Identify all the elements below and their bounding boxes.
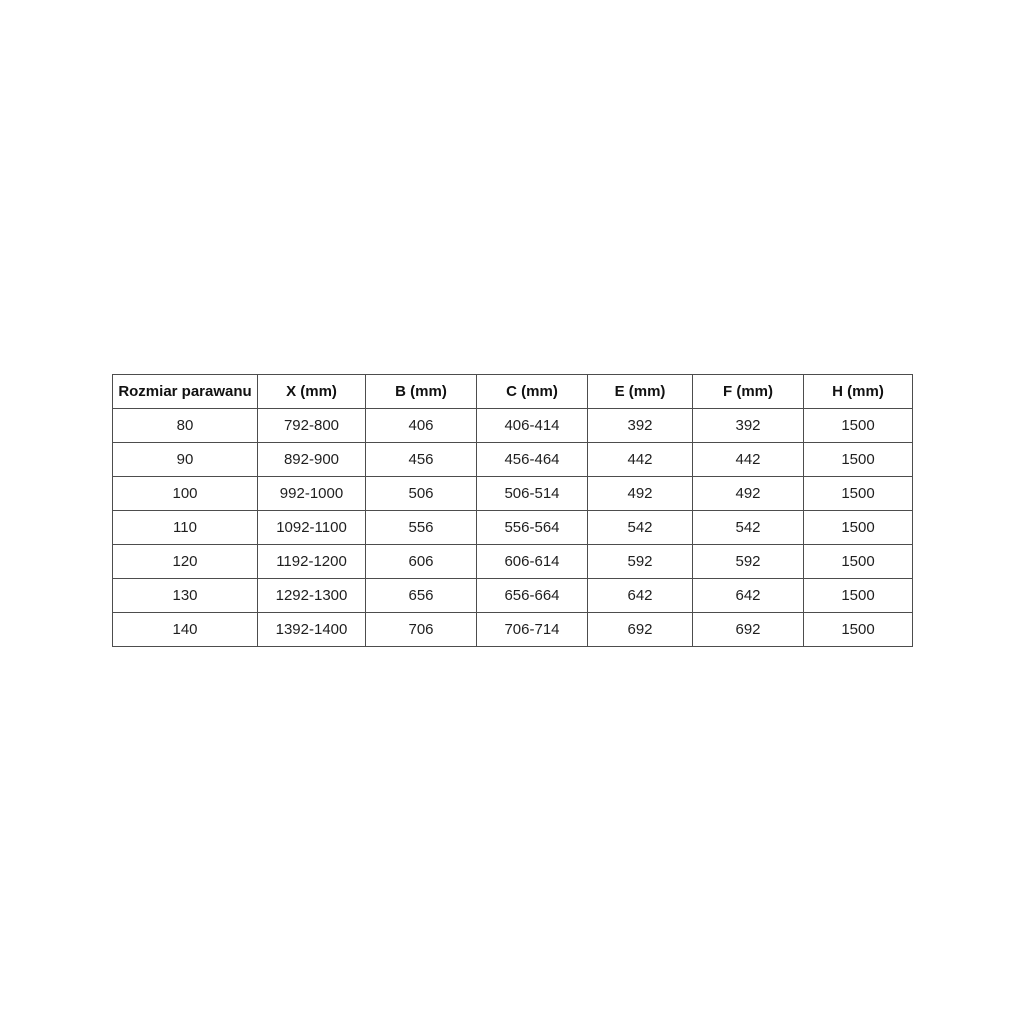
dimension-table-container [112, 374, 912, 647]
table-cell: 592 [693, 545, 804, 579]
table-cell: 792-800 [258, 409, 366, 443]
table-cell: 442 [693, 443, 804, 477]
table-cell: 542 [588, 511, 693, 545]
header-row [113, 375, 913, 409]
column-header: F (mm) [693, 375, 804, 409]
table-cell: 506-514 [477, 477, 588, 511]
table-cell: 456-464 [477, 443, 588, 477]
table-cell: 406-414 [477, 409, 588, 443]
table-cell: 542 [693, 511, 804, 545]
dimension-table [112, 374, 913, 647]
table-cell: 492 [588, 477, 693, 511]
table-cell: 392 [693, 409, 804, 443]
table-cell: 80 [113, 409, 258, 443]
table-cell: 120 [113, 545, 258, 579]
table-cell: 706 [366, 613, 477, 647]
table-cell: 1500 [804, 443, 913, 477]
table-cell: 140 [113, 613, 258, 647]
table-cell: 406 [366, 409, 477, 443]
table-cell: 642 [588, 579, 693, 613]
table-cell: 1092-1100 [258, 511, 366, 545]
table-cell: 592 [588, 545, 693, 579]
table-row [113, 477, 913, 511]
table-cell: 692 [588, 613, 693, 647]
table-cell: 1500 [804, 579, 913, 613]
table-cell: 506 [366, 477, 477, 511]
table-cell: 90 [113, 443, 258, 477]
table-row [113, 409, 913, 443]
table-cell: 1292-1300 [258, 579, 366, 613]
table-cell: 556 [366, 511, 477, 545]
table-cell: 706-714 [477, 613, 588, 647]
table-cell: 1500 [804, 409, 913, 443]
table-cell: 1500 [804, 477, 913, 511]
table-cell: 606-614 [477, 545, 588, 579]
table-cell: 606 [366, 545, 477, 579]
table-cell: 442 [588, 443, 693, 477]
column-header: H (mm) [804, 375, 913, 409]
table-cell: 110 [113, 511, 258, 545]
table-cell: 692 [693, 613, 804, 647]
table-row [113, 545, 913, 579]
column-header: E (mm) [588, 375, 693, 409]
table-cell: 656-664 [477, 579, 588, 613]
table-cell: 456 [366, 443, 477, 477]
table-row [113, 443, 913, 477]
column-header: X (mm) [258, 375, 366, 409]
table-cell: 1192-1200 [258, 545, 366, 579]
column-header: C (mm) [477, 375, 588, 409]
table-cell: 1392-1400 [258, 613, 366, 647]
table-cell: 556-564 [477, 511, 588, 545]
table-cell: 492 [693, 477, 804, 511]
table-cell: 642 [693, 579, 804, 613]
table-cell: 656 [366, 579, 477, 613]
table-cell: 992-1000 [258, 477, 366, 511]
table-cell: 130 [113, 579, 258, 613]
table-cell: 100 [113, 477, 258, 511]
column-header: B (mm) [366, 375, 477, 409]
table-cell: 1500 [804, 545, 913, 579]
table-row [113, 579, 913, 613]
table-cell: 1500 [804, 613, 913, 647]
table-cell: 1500 [804, 511, 913, 545]
table-row [113, 511, 913, 545]
table-cell: 892-900 [258, 443, 366, 477]
table-cell: 392 [588, 409, 693, 443]
table-body [113, 409, 913, 647]
table-row [113, 613, 913, 647]
table-header [113, 375, 913, 409]
column-header: Rozmiar parawanu [113, 375, 258, 409]
